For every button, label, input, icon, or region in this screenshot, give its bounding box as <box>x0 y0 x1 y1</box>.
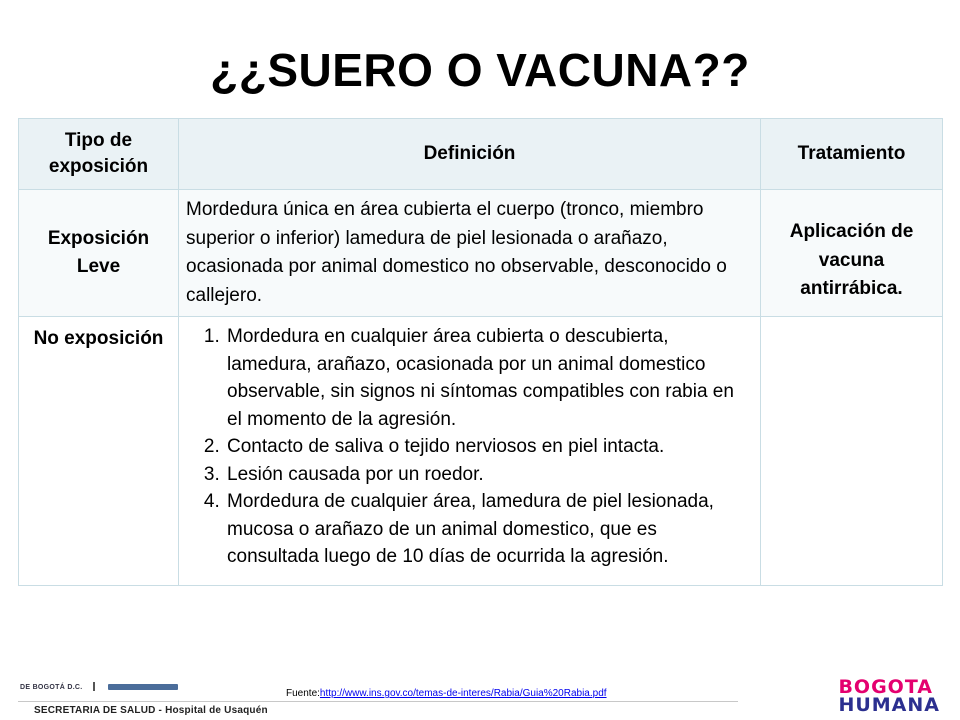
footer-divider <box>18 701 738 702</box>
row-no-treatment <box>761 317 943 586</box>
row-no-type: No exposición <box>19 317 179 586</box>
row-leve-definition: Mordedura única en área cubierta el cuerpo (tronco, miembro superior o inferior) lamedura de piel lesionada o arañazo, ocasionada por animal domestico no observable, desconocido o callejero. <box>179 190 761 317</box>
definition-list <box>186 323 753 571</box>
alcaldia-badge-icon <box>108 684 178 690</box>
list-item: 3. Lesión causada por un roedor. <box>225 461 753 489</box>
header-definition: Definición <box>179 119 761 190</box>
brand-top-text: BOGOTA <box>838 676 934 698</box>
list-item: 1. Mordedura en cualquier área cubierta o descubierta, lamedura, arañazo, ocasionada por un animal domestico observable, sin signos ni síntomas compatibles con rabia en el momento de la agresión. <box>225 323 753 433</box>
row-leve-type: Exposición Leve <box>19 190 179 317</box>
hospital-name: SECRETARIA DE SALUD - Hospital de Usaquén <box>34 705 268 716</box>
bogota-humana-logo <box>838 678 940 714</box>
exposure-table-container <box>18 118 942 586</box>
table-row <box>19 190 943 317</box>
slide-title: ¿¿SUERO O VACUNA?? <box>210 44 750 96</box>
row-no-definition <box>179 317 761 586</box>
list-item: 2. Contacto de saliva o tejido nerviosos en piel intacta. <box>225 433 753 461</box>
list-item: 4. Mordedura de cualquier área, lamedura de piel lesionada, mucosa o arañazo de un animal domestico, que es consultada luego de 10 días de ocurrida la agresión. <box>225 488 753 571</box>
source-label: Fuente: <box>286 688 320 699</box>
table-row <box>19 317 943 586</box>
brand-bottom-text: HUMANA <box>838 694 940 716</box>
source-link[interactable]: http://www.ins.gov.co/temas-de-interes/Rabia/Guia%20Rabia.pdf <box>319 688 607 699</box>
header-exposure-type: Tipo de exposición <box>19 119 179 190</box>
header-treatment: Tratamiento <box>761 119 943 190</box>
logo-separator <box>93 682 95 691</box>
row-leve-treatment: Aplicación de vacuna antirrábica. <box>761 190 943 317</box>
source-citation <box>286 688 607 699</box>
table-header-row <box>19 119 943 190</box>
exposure-table <box>18 118 943 586</box>
alcaldia-logo-text: DE BOGOTÁ D.C. <box>20 684 83 691</box>
footer <box>0 676 960 720</box>
